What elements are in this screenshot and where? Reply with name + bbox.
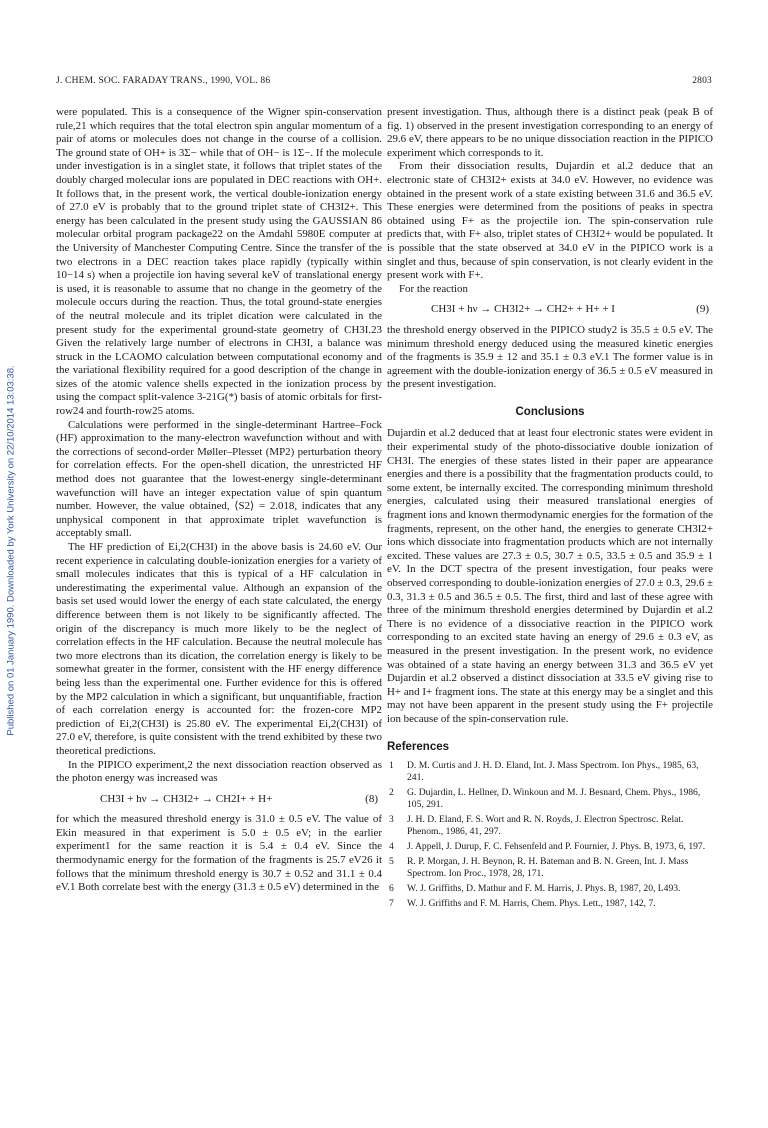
paragraph: Calculations were performed in the single-determinant Hartree–Fock (HF) approximation to the many-electron wavefunction without and with the corrections of second-order Møller–Plesset (MP2) perturbation theory for correlation effects. For the open-shell dication, the unrestricted HF method does not guarantee that the lowest-energy single-determinant wavefunction will have an integer expectation value of spin quantum number. However, the value obtained, ⟨S2⟩ = 2.018, indicates that any unphysical component in that approximate triplet wavefunction is acceptably small. — [56, 418, 382, 540]
paragraph: for which the measured threshold energy is 31.0 ± 0.5 eV. The value of Ekin measured in that experiment is 5.0 ± 0.5 eV; in the earlier experiment1 for the same reaction it is 5.4 ± 0.4 eV. Since the thermodynamic energy for the formation of the fragments is 25.7 eV26 it follows that the minimum threshold energy is 30.7 ± 0.52 and 31.1 ± 0.4 eV.1 Both correlate best with the energy (31.3 ± 0.5 eV) determined in the — [56, 813, 382, 894]
paragraph: For the reaction — [399, 282, 468, 295]
equation-text: CH3I + hν → CH3I2+ → CH2+ + H+ + I — [431, 303, 615, 316]
reference-list — [387, 760, 713, 910]
reference-item — [387, 883, 713, 895]
reference-number: 7 — [389, 898, 394, 910]
download-notice-text[interactable]: Published on 01 January 1990. Downloaded by York University on 22/10/2014 13:03:38. — [5, 364, 17, 736]
equation-text: CH3I + hν → CH3I2+ → CH2I+ + H+ — [100, 792, 273, 805]
reference-item — [387, 787, 713, 811]
reference-item — [387, 760, 713, 784]
references-heading: References — [387, 740, 450, 753]
reference-number: 2 — [389, 787, 394, 799]
journal-citation: J. CHEM. SOC. FARADAY TRANS., 1990, VOL. 86 — [56, 76, 271, 86]
paragraph: The HF prediction of Ei,2(CH3I) in the above basis is 24.60 eV. Our recent experience in calculating double-ionization energies for a variety of small molecules indicates that this is typical of a HF calculation in underestimating the experimental value. Although an expansion of the basis set used would lower the energy of each state calculated, the energy difference between them is not likely to be significantly affected. The origin of the discrepancy is much more likely to be the neglect of correlation effects in the HF calculation. Because the neutral molecule has two more electrons than its dication, the correlation energy is likely to be somewhat greater in the former, consistent with the HF energy difference being less than the experimental one. Further evidence for this is offered by the MP2 calculation in which a significant, but unquantifiable, fraction of each correlation energy is accounted for: the frozen-core MP2 prediction of Ei,2(CH3I) is 25.80 eV. The experimental Ei,2(CH3I) of 27.0 eV, therefore, is quite consistent with the trend exhibited by these two theoretical predictions. — [56, 541, 382, 757]
reference-text: J. H. D. Eland, F. S. Wort and R. N. Royds, J. Electron Spectrosc. Relat. Phenom., 1986, 41, 297. — [407, 814, 684, 838]
paragraph: present investigation. Thus, although there is a distinct peak (peak B of fig. 1) observed in the present investigation corresponding to an energy of 29.6 eV, there appears to be no unique dissociation reaction in the PIPICO experiment which corresponds to it. — [387, 106, 713, 159]
right-column — [387, 106, 713, 913]
reference-text: W. J. Griffiths, D. Mathur and F. M. Harris, J. Phys. B, 1987, 20, L493. — [407, 883, 681, 895]
equation-number: (8) — [365, 792, 378, 805]
equation-8 — [56, 793, 382, 807]
reference-number: 6 — [389, 883, 394, 895]
running-header — [56, 76, 712, 86]
paragraph: the threshold energy observed in the PIPICO study2 is 35.5 ± 0.5 eV. The minimum threshold energy deduced using the measured kinetic energies of the fragments is 35.9 ± 12 and 35.1 ± 0.3 eV.1 The former value is in agreement with the double-ionization energy of 36.5 ± 0.5 eV measured in the present investigation. — [387, 323, 713, 391]
section-heading: Conclusions — [515, 405, 585, 418]
reference-text: R. P. Morgan, J. H. Beynon, R. H. Bateman and B. N. Green, Int. J. Mass Spectrom. Ion Proc., 1978, 28, 171. — [407, 856, 689, 880]
reference-text: G. Dujardin, L. Hellner, D. Winkoun and M. J. Besnard, Chem. Phys., 1986, 105, 291. — [407, 787, 701, 811]
download-notice — [4, 240, 18, 860]
equation-9 — [387, 303, 713, 317]
paragraph: In the PIPICO experiment,2 the next dissociation reaction observed as the photon energy was increased was — [56, 758, 382, 785]
paragraph: From their dissociation results, Dujardin et al.2 deduce that an electronic state of CH3I2+ exists at 34.0 eV. However, no evidence was obtained in the present work of a state existing between 31.6 and 36.5 eV. These energies were determined from the positions of peaks in spectra obtained using F+ as the projectile ion. The spin-conservation rule predicts that, with F+ also, triplet states of CH3I2+ would be populated. It is possible that the state observed at 34.0 eV in the PIPICO work is a singlet and thus, because of spin conservation, is not clearly evident in the present work with F+. — [387, 160, 713, 282]
reference-item — [387, 841, 713, 853]
reference-number: 5 — [389, 856, 394, 868]
equation-number: (9) — [696, 303, 709, 316]
reference-number: 3 — [389, 814, 394, 826]
reference-item — [387, 856, 713, 880]
reference-number: 1 — [389, 760, 394, 772]
paragraph: were populated. This is a consequence of the Wigner spin-conservation rule,21 which requires that the total electron spin angular momentum of a pair of atoms or molecules does not change in the course of a collision. The ground state of OH+ is 3Σ− while that of OH− is 1Σ−. If the molecule under investigation is in a singlet state, it follows that triplet states of the doubly charged molecular ions are populated in DEC reactions with OH+. It follows that, in the present work, the vertical double-ionization energy of 27.0 eV is probably that to the ground triplet state of CH3I2+. This energy has been calculated in the present study using the GAUSSIAN 86 molecular orbital program package22 on the Amdahl 5980E computer at the University of Manchester Computing Centre. Since the transfer of the two electrons in a DEC reaction takes place rapidly (typically within 10−14 s) when a projectile ion having several keV of translational energy is used, it is reasonable to assume that no change in the geometry of the molecule occurs during the reaction. Thus, the total ground-state energies of the neutral molecule and its triplet dication were calculated in the present study for the experimental ground-state geometry of CH3I.23 Given the relatively large number of electrons in CH3I, a balance was struck in the LCAOMO calculation between computational economy and the variational flexibility required for a good description of the change in sizes of the atomic valence shells expected in the ionization process by using the compact split-valence 3-21G(*) basis of atomic orbitals for first-row24 and fourth-row25 atoms. — [56, 106, 382, 418]
reference-text: D. M. Curtis and J. H. D. Eland, Int. J. Mass Spectrom. Ion Phys., 1985, 63, 241. — [407, 760, 699, 784]
reference-number: 4 — [389, 841, 394, 853]
paragraph: Dujardin et al.2 deduced that at least four electronic states were evident in their experimental study of the photo-dissociative double ionization of CH3I. The energies of these states listed in their paper are appearance energies and there is a possibility that the fragmentation products could, to some extent, be internally excited. The corresponding minimum threshold energies, calculated using their measured translational energies of fragment ions and known thermodynamic energies for the formation of the fragments, represent, on the other hand, the energies to generate CH3I2+ ions which dissociate into fragmentation products which are not internally excited. These values are 27.3 ± 0.5, 30.7 ± 0.5, 33.5 ± 0.5 and 35.9 ± 1 eV. In the DCT spectra of the present investigation, four peaks were observed corresponding to double-ionization energies of 27.0 ± 0.3, 29.6 ± 0.3, 31.3 ± 0.5 and 36.5 ± 0.5. The first, third and last of these agree with three of the minimum threshold energies determined by Dujardin et al.2 There is no evidence of a dissociative reaction in the PIPICO work corresponding to an excited state having an energy of 29.6 ± 0.3 eV, as measured in the present investigation. In the present work, no evidence was obtained of a state having an energy between 31.3 and 36.5 eV yet Dujardin et al.2 observed a distinct dissociation at 33.5 eV giving rise to H+ and I+ fragment ions. The state at this energy may be a singlet and this may not have been apparent in the present study using the F+ projectile ion because of the spin-conservation rule. — [387, 427, 713, 725]
page-number: 2803 — [692, 76, 712, 86]
reference-text: J. Appell, J. Durup, F. C. Fehsenfeld and P. Fournier, J. Phys. B, 1973, 6, 197. — [407, 841, 706, 853]
reference-item — [387, 814, 713, 838]
reference-text: W. J. Griffiths and F. M. Harris, Chem. Phys. Lett., 1987, 142, 7. — [407, 898, 656, 910]
reference-item — [387, 898, 713, 910]
left-column — [56, 106, 382, 895]
